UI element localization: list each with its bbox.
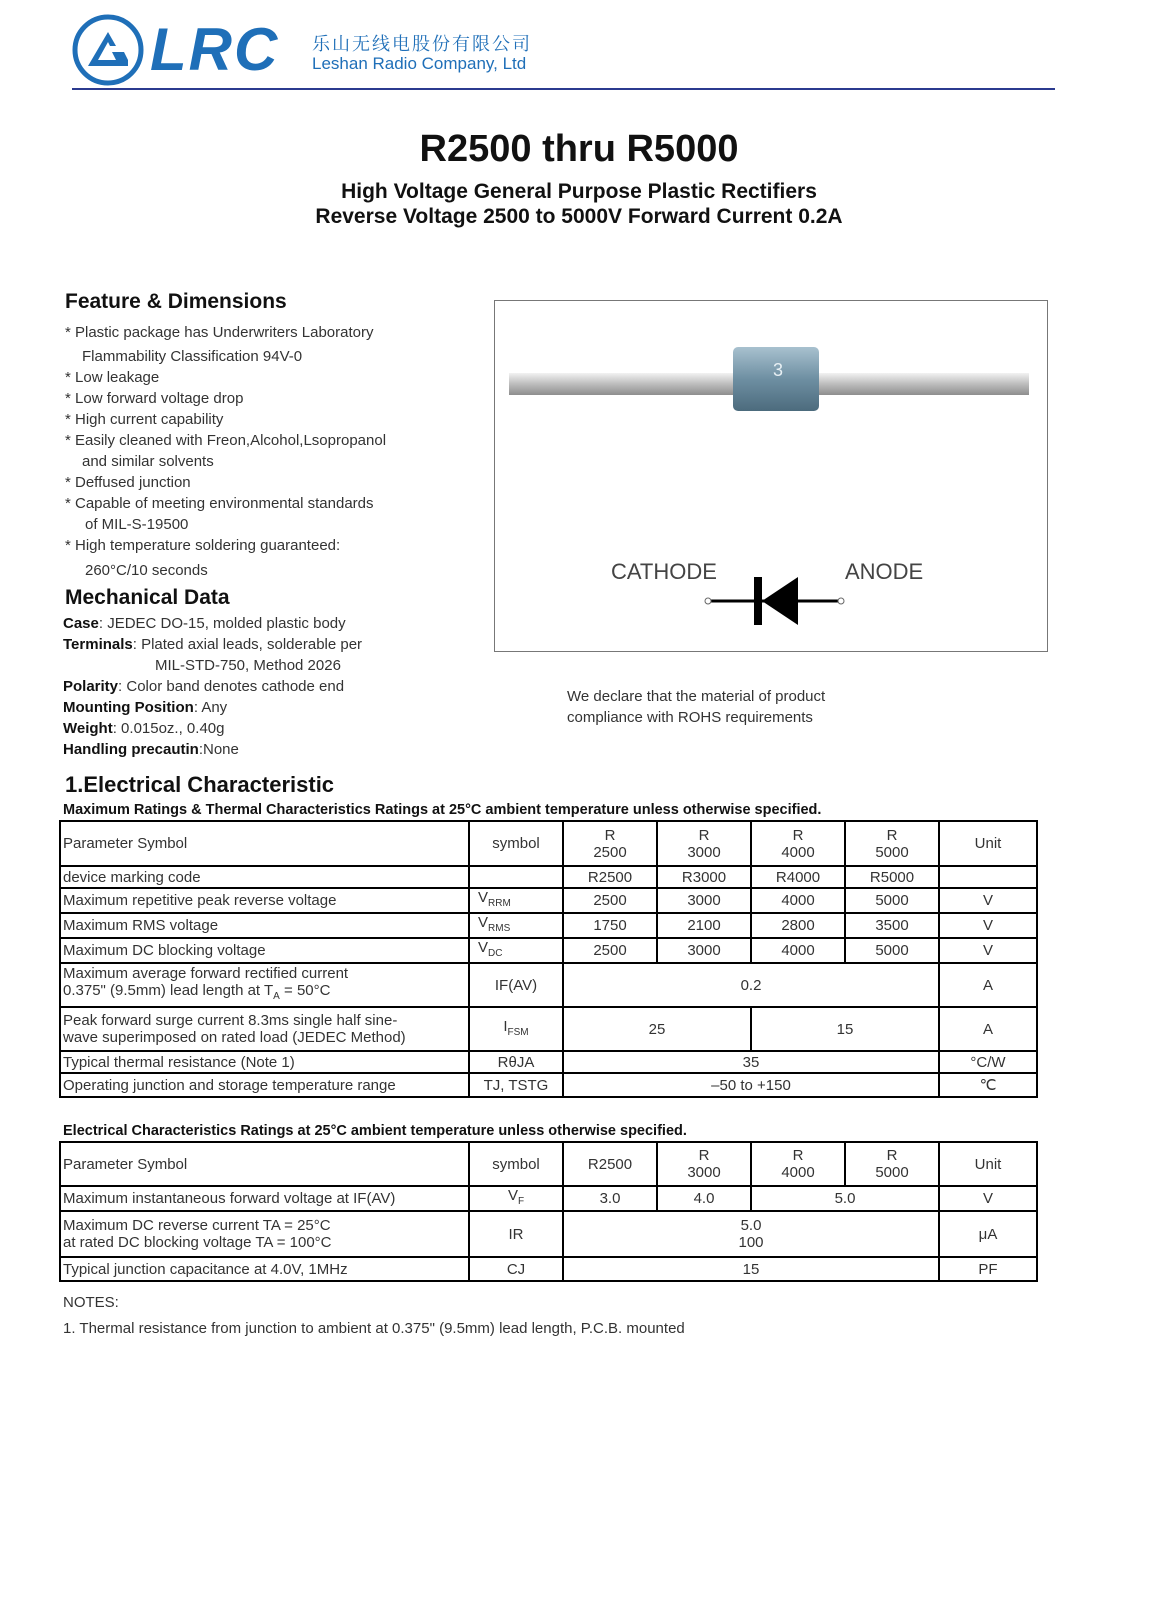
- table-row: Maximum DC reverse current TA = 25°C at rated DC blocking voltage TA = 100°C IR 5.0 100 μA: [60, 1211, 1037, 1257]
- table-header-row: Parameter Symbol symbol R2500 R 3000 R 4000 R 5000 Unit: [60, 1142, 1037, 1186]
- header-part: R 3000: [657, 821, 751, 866]
- feature-line: * Low forward voltage drop: [65, 390, 244, 407]
- table-row: Maximum RMS voltage $V_{RMS}$ 1750 2100 2800 3500 V: [60, 913, 1037, 938]
- header-part: R 2500: [563, 821, 657, 866]
- table-row: Maximum average forward rectified current 0.375" (9.5mm) lead length at $T_A = 50^\circ C$ IF(AV) 0.2 A: [60, 963, 1037, 1007]
- terminals-spec: Terminals: Plated axial leads, solderable per: [63, 636, 363, 653]
- case-spec: Case: JEDEC DO-15, molded plastic body: [63, 615, 346, 632]
- table1-caption: Maximum Ratings & Thermal Characteristics Ratings at 25°C ambient temperature unless otherwise specified.: [63, 802, 822, 818]
- header-part: R 3000: [657, 1142, 751, 1186]
- feature-line: * High temperature soldering guaranteed:: [65, 537, 341, 554]
- symbol-cell: $V_{RRM}$: [469, 888, 563, 913]
- section-heading-electrical: 1.Electrical Characteristic: [65, 772, 335, 797]
- rohs-statement-line1: We declare that the material of product: [567, 688, 826, 705]
- header-part: R 5000: [845, 1142, 939, 1186]
- notes-heading: NOTES:: [63, 1294, 119, 1311]
- feature-line: * Capable of meeting environmental standards: [65, 495, 374, 512]
- header-symbol: symbol: [469, 821, 563, 866]
- handling-spec: Handling precautin:None: [63, 741, 239, 758]
- cathode-label: CATHODE: [611, 559, 717, 584]
- feature-line: * High current capability: [65, 411, 224, 428]
- symbol-cell: $V_{DC}$: [469, 938, 563, 963]
- subtitle-description: High Voltage General Purpose Plastic Rectifiers: [341, 180, 817, 203]
- table-row: Operating junction and storage temperature range TJ, TSTG –50 to +150 ℃: [60, 1073, 1037, 1097]
- table-row: Typical junction capacitance at 4.0V, 1MHz CJ 15 PF: [60, 1257, 1037, 1281]
- table-row: Typical thermal resistance (Note 1) RθJA 35 °C/W: [60, 1051, 1037, 1073]
- document-title: R2500 thru R5000: [419, 128, 739, 170]
- feature-line: Flammability Classification 94V-0: [82, 348, 303, 365]
- table2-caption: Electrical Characteristics Ratings at 25°C ambient temperature unless otherwise specified.: [63, 1123, 687, 1139]
- header-parameter: Parameter Symbol: [60, 821, 469, 866]
- header-part: R 4000: [751, 821, 845, 866]
- table-row: Maximum instantaneous forward voltage at IF(AV) $V_F$ 3.0 4.0 5.0 V: [60, 1186, 1037, 1211]
- feature-line: and similar solvents: [82, 453, 214, 470]
- table-row: Peak forward surge current 8.3ms single half sine- wave superimposed on rated load (JEDEC Method) $I_{FSM}$ 25 15 A: [60, 1007, 1037, 1051]
- anode-label: ANODE: [845, 559, 924, 584]
- header-part: R 5000: [845, 821, 939, 866]
- max-ratings-table: [59, 820, 1038, 1098]
- rohs-statement-line2: compliance with ROHS requirements: [567, 709, 813, 726]
- diode-component-illustration: [495, 301, 1047, 651]
- table-row: Maximum DC blocking voltage $V_{DC}$ 2500 3000 4000 5000 V: [60, 938, 1037, 963]
- table-row: device marking code R2500 R3000 R4000 R5000: [60, 866, 1037, 888]
- header-divider: [72, 88, 1055, 90]
- table-row: Maximum repetitive peak reverse voltage $V_{RRM}$ 2500 3000 4000 5000 V: [60, 888, 1037, 913]
- header-part: R 4000: [751, 1142, 845, 1186]
- company-name-chinese: 乐山无线电股份有限公司: [312, 34, 532, 55]
- mounting-spec: Mounting Position: Any: [63, 699, 228, 716]
- mechanical-heading: Mechanical Data: [65, 586, 230, 609]
- company-logo-icon: [72, 14, 144, 86]
- feature-line: * Deffused junction: [65, 474, 191, 491]
- features-heading: Feature & Dimensions: [65, 290, 287, 313]
- table-header-row: [60, 821, 1037, 866]
- feature-line: * Plastic package has Underwriters Laboratory: [65, 324, 374, 341]
- polarity-spec: Polarity: Color band denotes cathode end: [63, 678, 345, 695]
- electrical-characteristics-table: [59, 1141, 1038, 1282]
- feature-line: * Easily cleaned with Freon,Alcohol,Lsopropanol: [65, 432, 387, 449]
- symbol-cell: $V_F$: [469, 1186, 563, 1211]
- terminals-spec-cont: MIL-STD-750, Method 2026: [155, 657, 341, 674]
- logo-wordmark: LRC: [150, 16, 280, 83]
- company-name-english: Leshan Radio Company, Ltd: [312, 54, 527, 73]
- symbol-cell: $I_{FSM}$: [469, 1007, 563, 1051]
- note-1: 1. Thermal resistance from junction to ambient at 0.375" (9.5mm) lead length, P.C.B. mounted: [63, 1320, 685, 1337]
- feature-line: 260°C/10 seconds: [85, 562, 208, 579]
- component-photo-panel: [494, 300, 1048, 652]
- body-marking-text: 3: [773, 360, 784, 380]
- header-unit: Unit: [939, 821, 1037, 866]
- subtitle-ratings: Reverse Voltage 2500 to 5000V Forward Current 0.2A: [315, 205, 843, 228]
- feature-line: * Low leakage: [65, 369, 160, 386]
- diode-symbol-icon: [705, 577, 844, 625]
- weight-spec: Weight: 0.015oz., 0.40g: [63, 720, 225, 737]
- feature-line: of MIL-S-19500: [85, 516, 189, 533]
- symbol-cell: $V_{RMS}$: [469, 913, 563, 938]
